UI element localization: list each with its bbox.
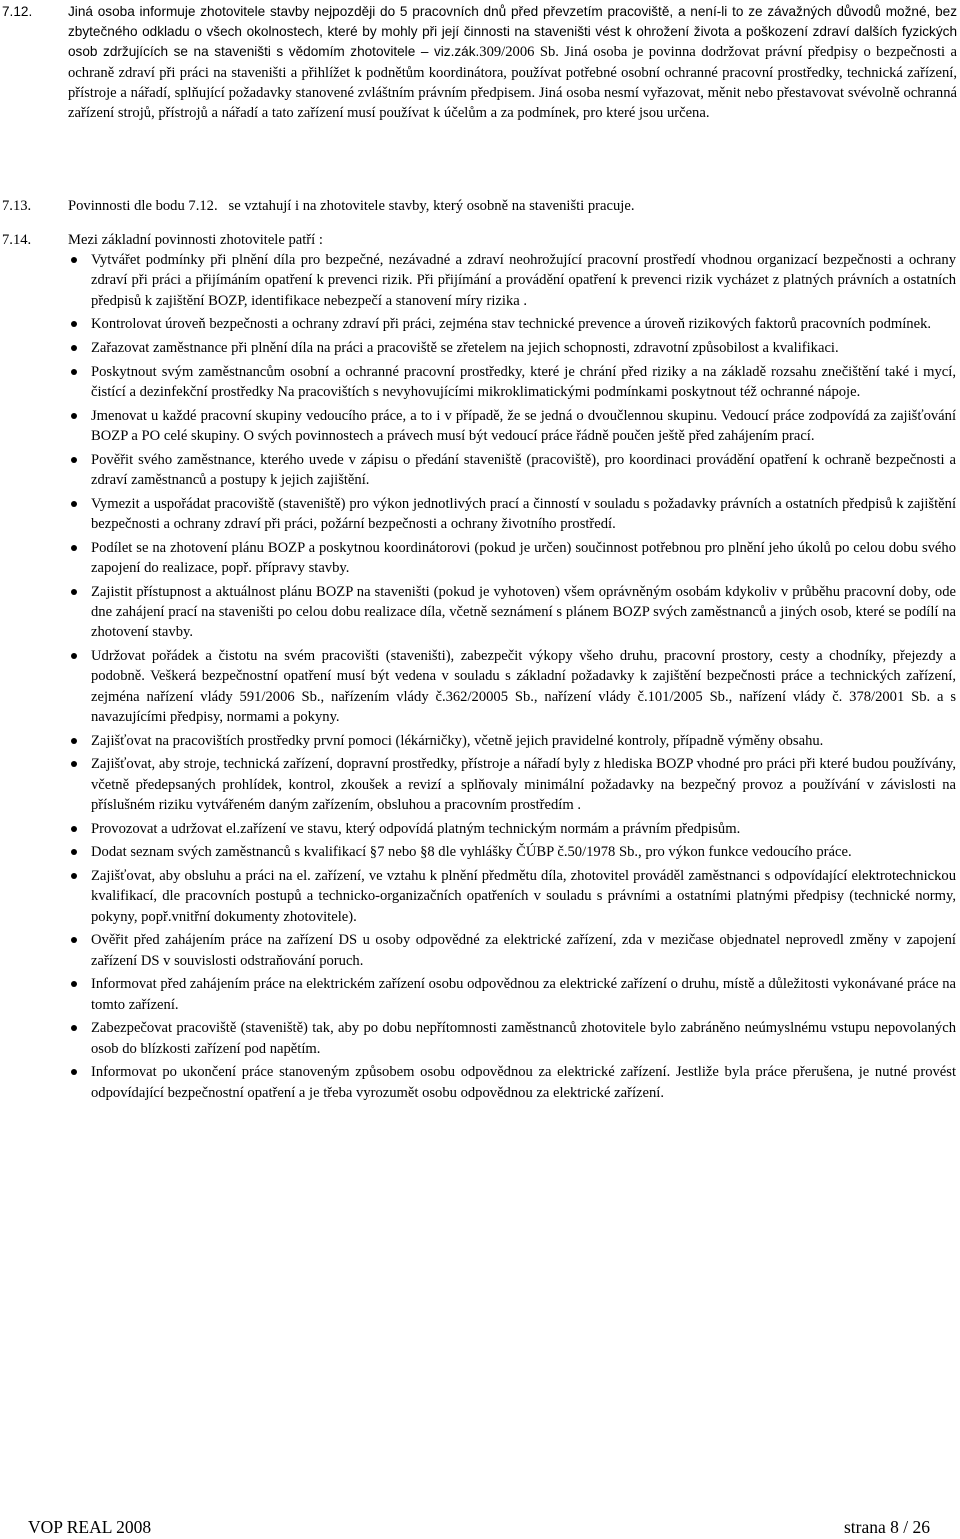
list-item-text: Zajišťovat, aby stroje, technická zařízení, dopravní prostředky, přístroje a nářadí byly z hlediska BOZP vhodné pro práci při které budou používány, včetně předepsaných prohlídek, kontrol, zkoušek a revizí a splňovaly minimální požadavky na bezpečný provoz a používání v závislosti na příslušném riziku vytvářeném daným zařízením, obsluhou a pracovním prostředím . <box>91 756 956 813</box>
list-item-text: Informovat před zahájením práce na elektrickém zařízení osobu odpovědnou za elektrické zařízení o druhu, místě a důležitosti vykonávané práce na tomto zařízení. <box>91 976 956 1013</box>
bullet-icon <box>71 345 77 351</box>
section-number: 7.13. <box>2 198 32 214</box>
list-item <box>0 1062 956 1102</box>
bullet-icon <box>71 457 77 463</box>
list-item <box>0 974 956 1014</box>
section-7-12 <box>0 2 960 123</box>
list-item <box>0 866 956 927</box>
section-text-serif: 309/2006 Sb. Jiná osoba je povinna dodržovat právní předpisy o bezpečnosti a ochraně zdraví při práci na staveništi a přihlížet k podnětům koordinátora, používat potřebné osobní ochranné pracovní prostředky, technická zařízení, přístroje a nářadí, splňující požadavky stanovené zvláštním právním předpisem. Jiná osoba nesmí vyřazovat, měnit nebo přestavovat svévolně ochranná zařízení strojů, přístrojů a nářadí a tato zařízení musí používat k účelům a za podmínek, pro které jsou určena. <box>68 44 957 122</box>
list-item <box>0 731 956 751</box>
list-item <box>0 1018 956 1058</box>
list-item-text: Udržovat pořádek a čistotu na svém pracovišti (staveništi), zabezpečit výkopy všeho druhu, pracovní prostory, cesty a chodníky, přejezdy a podobně. Veškerá bezpečnostní opatření musí být vedena v souladu s základní požadavky k zajištění bezpečnosti práce a technických zařízení, zejména nařízení vlády 591/2006 Sb., nařízením vlády č.362/20005 Sb., nařízení vlády č.101/2005 Sb., nařízení vlády č. 378/2001 Sb. a s navazujícími předpisy, normami a pokyny. <box>91 648 956 725</box>
section-number: 7.12. <box>2 4 33 19</box>
section-7-14 <box>0 230 960 1106</box>
list-item-text: Dodat seznam svých zaměstnanců s kvalifikací §7 nebo §8 dle vyhlášky ČÚBP č.50/1978 Sb., pro výkon funkce vedoucího práce. <box>91 844 852 861</box>
list-item <box>0 362 956 402</box>
section-intro: Mezi základní povinnosti zhotovitele patří : <box>68 232 323 248</box>
section-number: 7.14. <box>2 232 32 248</box>
list-item-text: Zajišťovat na pracovištích prostředky první pomoci (lékárničky), včetně jejich pravidelné kontroly, případně výměny obsahu. <box>91 732 824 749</box>
list-item-text: Zařazovat zaměstnance při plnění díla na práci a pracoviště se zřetelem na jejich schopnosti, zdravotní způsobilost a kvalifikaci. <box>91 340 839 357</box>
list-item-text: Zajišťovat, aby obsluhu a práci na el. zařízení, ve vztahu k plnění předmětu díla, zhotovitel prováděl zaměstnanci s odpovídající elektrotechnickou kvalifikací, dle pracovních postupů a technicko-organizačních opatřeních v souladu s právními a ostatními platnými předpisy (technické normy, pokyny, popř.vnitřní dokumenty zhotovitele). <box>91 868 956 925</box>
bullet-icon <box>71 413 77 419</box>
list-item-text: Pověřit svého zaměstnance, kterého uvede v zápisu o předání staveniště (pracoviště), pro koordinaci provádění opatření k ochraně bezpečnosti a zdraví zaměstnanců a postupy k jejich zajištění. <box>91 452 956 489</box>
section-7-13 <box>0 196 960 216</box>
list-item-text: Zajistit přístupnost a aktuálnost plánu BOZP na staveništi (pokud je vyhotoven) všem oprávněným osobám kdykoliv v průběhu pracovní doby, ode dne zahájení prací na staveništi po celou dobu realizace díla, včetně seznámení s plánem BOZP svých zaměstnanců a jiných osob, které se podílí na zhotovení stavby. <box>91 584 956 641</box>
list-item <box>0 819 956 839</box>
section-text: Povinnosti dle bodu 7.12. se vztahují i na zhotovitele stavby, který osobně na staveništi pracuje. <box>68 198 635 214</box>
list-item <box>0 842 956 862</box>
list-item-text: Vymezit a uspořádat pracoviště (staveniště) pro výkon jednotlivých prací a činností v souladu s požadavky právních a ostatních předpisů k zajištění bezpečnosti a ochrany zdraví při práci, požární bezpečnosti a ochrany životního prostředí. <box>91 496 956 533</box>
list-item-text: Podílet se na zhotovení plánu BOZP a poskytnou koordinátorovi (pokud je určen) součinnost potřebnou pro plnění jeho úkolů po celou dobu svého zapojení do realizace, popř. přípravy stavby. <box>91 540 956 577</box>
list-item <box>0 582 956 643</box>
list-item <box>0 930 956 970</box>
list-item <box>0 450 956 490</box>
bullet-icon <box>71 545 77 551</box>
bullet-icon <box>71 738 77 744</box>
list-item <box>0 406 956 446</box>
list-item-text: Kontrolovat úroveň bezpečnosti a ochrany zdraví při práci, zejména stav technické prevence a úroveň rizikových faktorů pracovních podmínek. <box>91 316 932 333</box>
list-item <box>0 338 956 358</box>
list-item <box>0 754 956 815</box>
bullet-icon <box>71 849 77 855</box>
bullet-icon <box>71 761 77 767</box>
bullet-icon <box>71 1025 77 1031</box>
obligations-list <box>0 250 956 1103</box>
list-item-text: Ověřit před zahájením práce na zařízení DS u osoby odpovědné za elektrické zařízení, zda v mezičase objednatel neprovedl změny v zapojení zařízení DS v souvislosti odstraňování poruch. <box>91 932 956 969</box>
bullet-icon <box>71 937 77 943</box>
list-item-text: Informovat po ukončení práce stanoveným způsobem osobu odpovědnou za elektrické zařízení. Jestliže byla práce přerušena, je nutné provést odpovídající bezpečnostní opatření a je třeba vyrozumět osobu odpovědnou za elektrické zařízení. <box>91 1064 956 1101</box>
page-footer <box>28 1517 930 1539</box>
section-text-sans: Jiná osoba informuje zhotovitele stavby nejpozději do 5 pracovních dnů před převzetím pracoviště, a není-li to ze závažných důvodů možné, bez zbytečného odkladu o všech okolnostech, které by mohly při její činnosti na staveništi vést k ohrožení života a poškození zdraví dalších fyzických osob zdržujících se na staveništi s vědomím zhotovitele – viz.zák. <box>68 4 957 60</box>
list-item <box>0 494 956 534</box>
bullet-icon <box>71 321 77 327</box>
bullet-icon <box>71 981 77 987</box>
list-item <box>0 250 956 311</box>
list-item-text: Vytvářet podmínky při plnění díla pro bezpečné, nezávadné a zdraví neohrožující pracovní prostředí vhodnou organizací bezpečnosti a ochrany zdraví při práci a přijímáním opatření k prevenci rizik. Při přijímání a provádění opatření k prevenci rizik vycházet z platných právních a ostatních předpisů k zajištění BOZP, identifikace nebezpečí a stanovení míry rizika . <box>91 252 956 309</box>
list-item <box>0 646 956 727</box>
bullet-icon <box>71 653 77 659</box>
list-item-text: Poskytnout svým zaměstnancům osobní a ochranné pracovní prostředky, které je chrání před riziky a na základě rozsahu znečištění také i mycí, čistící a dezinfekční prostředky Na pracovištích s nevyhovujícími mikroklimatickými podmínkami poskytnout též ochranné nápoje. <box>91 364 956 401</box>
bullet-icon <box>71 589 77 595</box>
section-text <box>68 2 957 123</box>
bullet-icon <box>71 501 77 507</box>
bullet-icon <box>71 257 77 263</box>
bullet-icon <box>71 873 77 879</box>
bullet-icon <box>71 369 77 375</box>
list-item-text: Provozovat a udržovat el.zařízení ve stavu, který odpovídá platným technickým normám a právním předpisům. <box>91 820 741 837</box>
list-item-text: Zabezpečovat pracoviště (staveniště) tak, aby po dobu nepřítomnosti zaměstnanců zhotovitele bylo zabráněno neúmyslnému vstupu nepovolaných osob do blízkosti zařízení pod napětím. <box>91 1020 956 1057</box>
list-item-text: Jmenovat u každé pracovní skupiny vedoucího práce, a to i v případě, že se jedná o dvoučlennou skupinu. Vedoucí práce zodpovídá za zajišťování BOZP a PO celé skupiny. O svých povinnostech a právech musí být vedoucí práce řádně poučen ještě před zahájením prací. <box>91 408 956 445</box>
list-item <box>0 538 956 578</box>
footer-page-number: strana 8 / 26 <box>843 1517 930 1537</box>
list-item <box>0 314 956 334</box>
bullet-icon <box>71 826 77 832</box>
footer-document-name: VOP REAL 2008 <box>28 1517 152 1537</box>
bullet-icon <box>71 1069 77 1075</box>
